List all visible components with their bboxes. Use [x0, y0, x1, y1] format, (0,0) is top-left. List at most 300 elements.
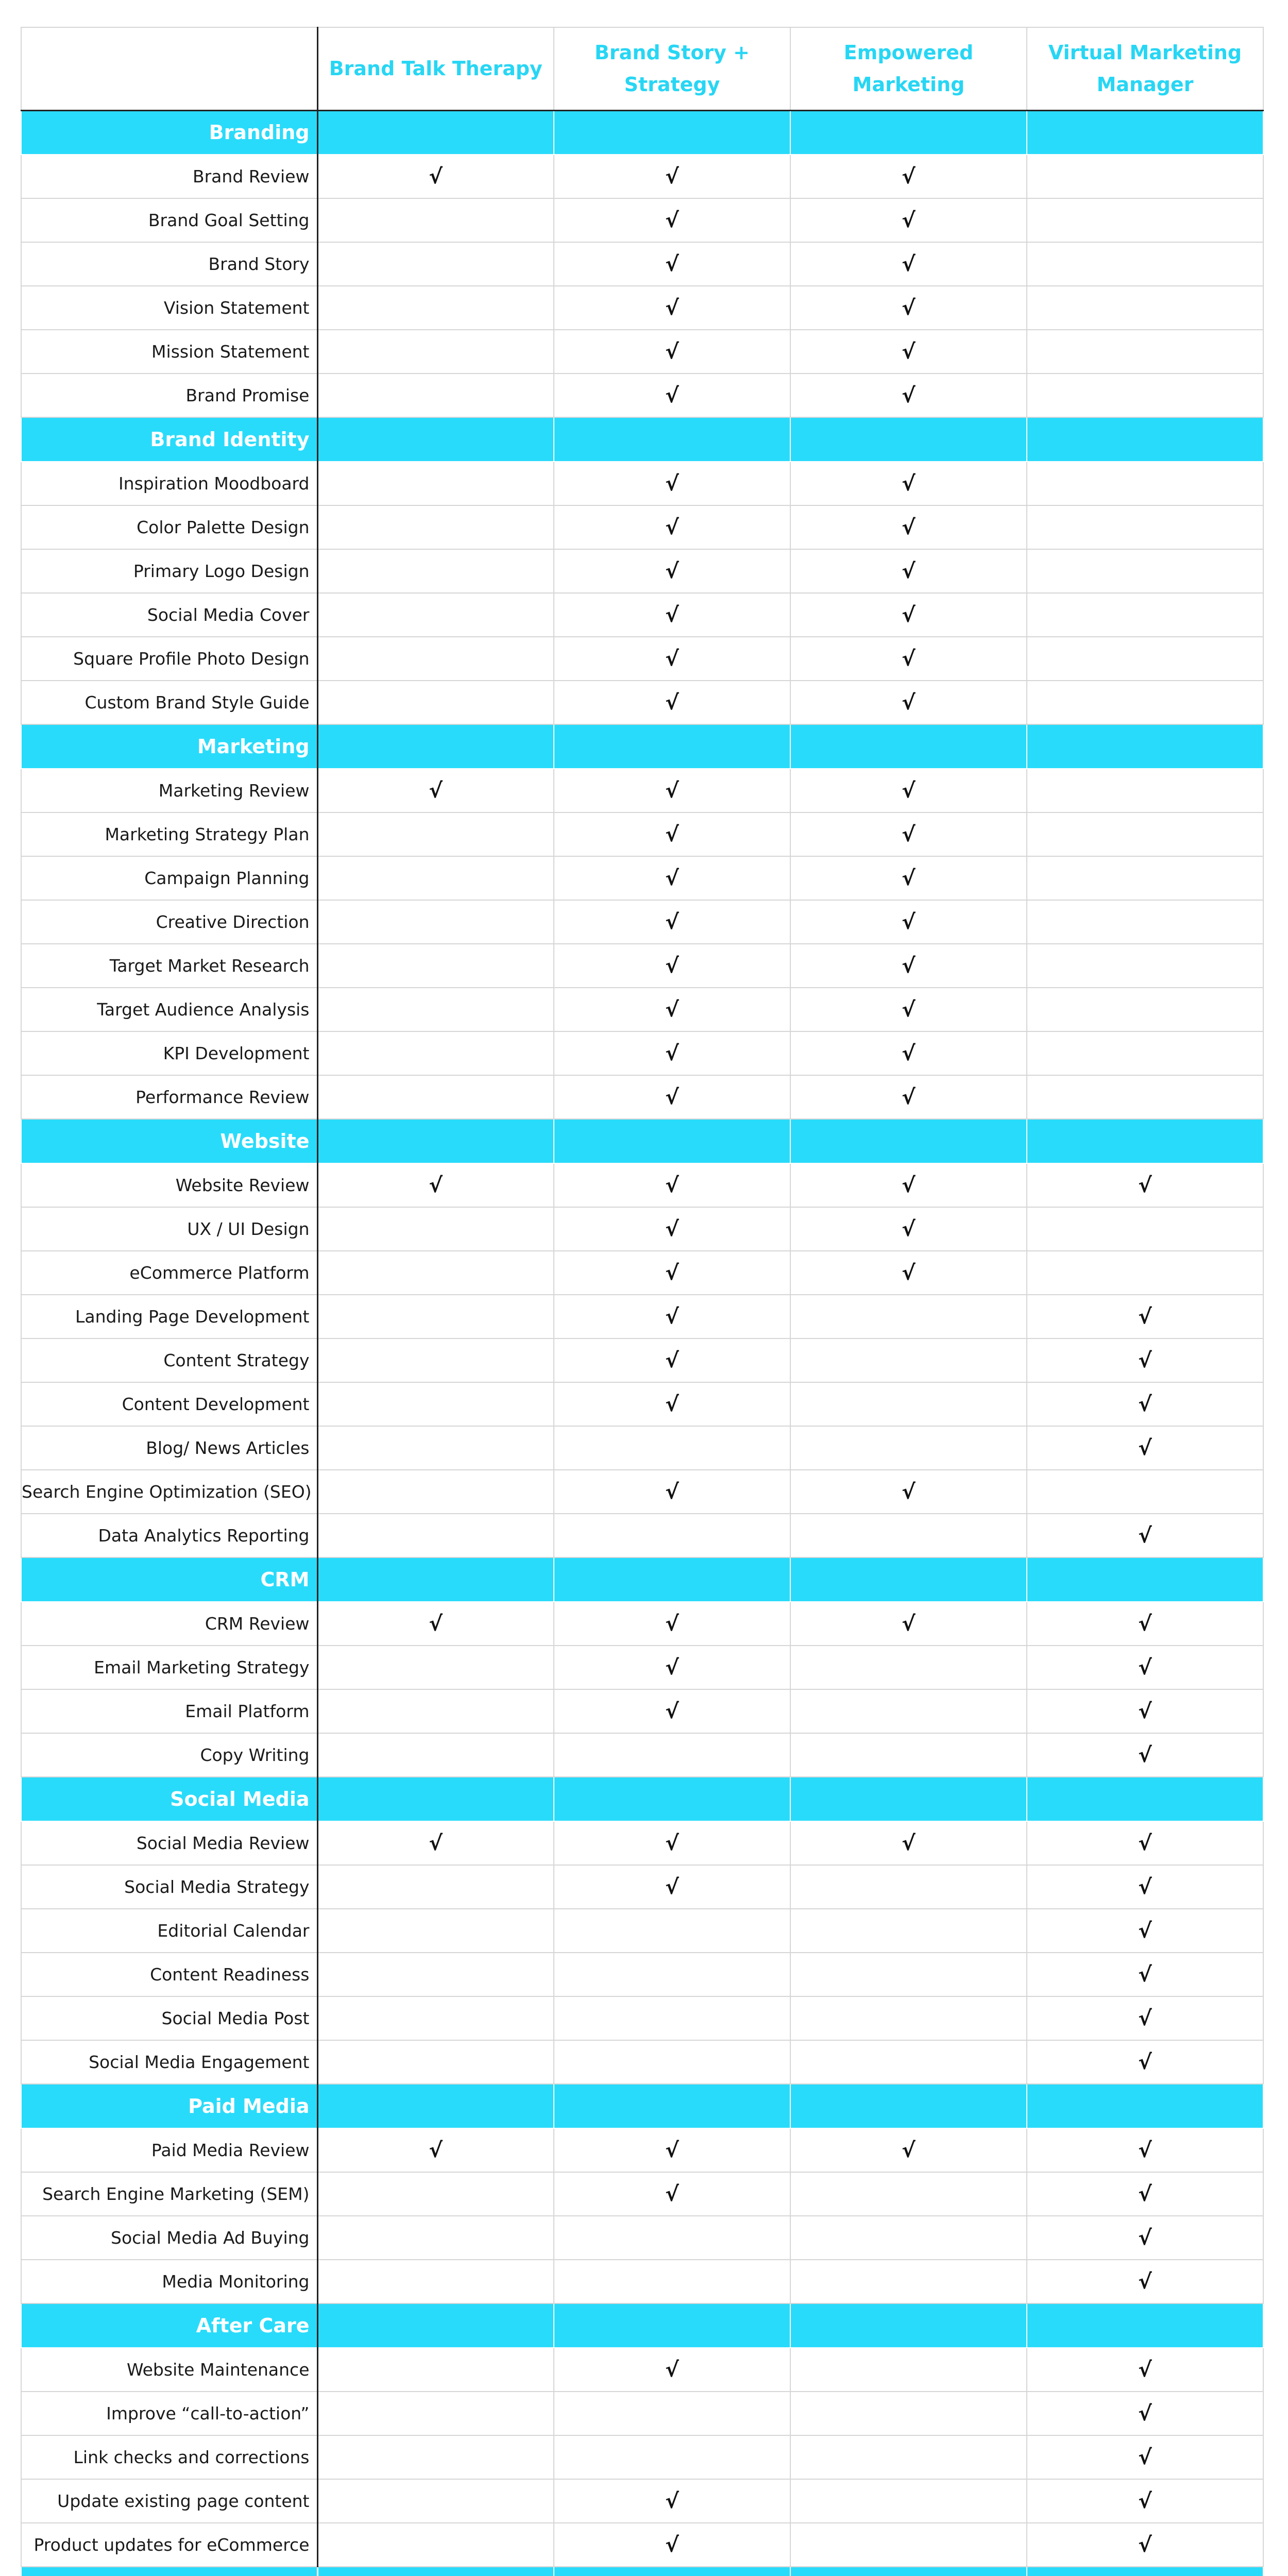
section-header-row — [21, 2084, 1263, 2128]
table-row — [21, 1821, 1263, 1865]
empty-cell — [790, 2172, 1027, 2216]
empty-cell — [317, 462, 554, 505]
check-icon: √ — [790, 2128, 1027, 2172]
table-row — [21, 286, 1263, 330]
check-icon: √ — [790, 944, 1027, 988]
table-row — [21, 549, 1263, 593]
empty-cell — [790, 1514, 1027, 1557]
check-icon: √ — [1027, 1996, 1263, 2040]
check-icon: √ — [317, 1821, 554, 1865]
check-icon: √ — [790, 593, 1027, 637]
empty-cell — [317, 2435, 554, 2479]
feature-label: Marketing Review — [21, 769, 317, 812]
section-title: Paid Media — [21, 2084, 317, 2128]
empty-cell — [1027, 856, 1263, 900]
check-icon: √ — [1027, 2216, 1263, 2260]
check-icon: √ — [554, 505, 790, 549]
check-icon: √ — [790, 155, 1027, 198]
empty-cell — [1027, 505, 1263, 549]
section-fill-cell — [317, 1557, 554, 1602]
feature-label: Website Review — [21, 1163, 317, 1207]
table-row — [21, 1251, 1263, 1295]
table-row — [21, 374, 1263, 417]
empty-cell — [317, 1295, 554, 1338]
table-row — [21, 1865, 1263, 1909]
check-icon: √ — [554, 1602, 790, 1646]
check-icon: √ — [554, 2479, 790, 2523]
empty-cell — [554, 1733, 790, 1777]
table-row — [21, 1295, 1263, 1338]
empty-cell — [1027, 769, 1263, 812]
empty-cell — [317, 637, 554, 681]
check-icon: √ — [317, 1602, 554, 1646]
check-icon: √ — [554, 637, 790, 681]
check-icon: √ — [554, 593, 790, 637]
starting-from-label — [21, 2567, 317, 2576]
check-icon: √ — [790, 637, 1027, 681]
empty-cell — [790, 1996, 1027, 2040]
check-icon: √ — [790, 1031, 1027, 1075]
feature-label: Product updates for eCommerce — [21, 2523, 317, 2567]
empty-cell — [317, 374, 554, 417]
empty-cell — [317, 2348, 554, 2392]
section-title: Social Media — [21, 1777, 317, 1821]
feature-label: CRM Review — [21, 1602, 317, 1646]
check-icon: √ — [554, 549, 790, 593]
check-icon: √ — [1027, 2260, 1263, 2303]
empty-cell — [790, 1733, 1027, 1777]
section-fill-cell — [790, 724, 1027, 769]
table-row — [21, 1470, 1263, 1514]
empty-cell — [317, 2392, 554, 2435]
check-icon: √ — [554, 330, 790, 374]
check-icon: √ — [317, 155, 554, 198]
section-fill-cell — [1027, 1119, 1263, 1163]
feature-label: Inspiration Moodboard — [21, 462, 317, 505]
section-title: CRM — [21, 1557, 317, 1602]
table-row — [21, 1338, 1263, 1382]
section-header-row — [21, 110, 1263, 155]
section-fill-cell — [554, 417, 790, 462]
check-icon: √ — [790, 856, 1027, 900]
empty-cell — [317, 856, 554, 900]
table-row — [21, 1207, 1263, 1251]
feature-label: Vision Statement — [21, 286, 317, 330]
feature-label: Creative Direction — [21, 900, 317, 944]
check-icon: √ — [554, 1075, 790, 1119]
section-fill-cell — [790, 1119, 1027, 1163]
empty-cell — [317, 1689, 554, 1733]
plan-price — [554, 2567, 790, 2576]
check-icon: √ — [790, 462, 1027, 505]
plan-header-brand-talk-therapy: Brand Talk Therapy — [317, 27, 554, 110]
empty-cell — [317, 681, 554, 724]
check-icon: √ — [790, 812, 1027, 856]
table-row — [21, 1602, 1263, 1646]
feature-label: Content Strategy — [21, 1338, 317, 1382]
table-row — [21, 1909, 1263, 1953]
empty-cell — [790, 1426, 1027, 1470]
check-icon: √ — [1027, 2348, 1263, 2392]
section-fill-cell — [1027, 2084, 1263, 2128]
empty-cell — [317, 1646, 554, 1689]
table-row — [21, 1733, 1263, 1777]
section-fill-cell — [554, 110, 790, 155]
feature-label: Target Market Research — [21, 944, 317, 988]
empty-cell — [790, 2392, 1027, 2435]
feature-label: Copy Writing — [21, 1733, 317, 1777]
table-row — [21, 2260, 1263, 2303]
check-icon: √ — [790, 769, 1027, 812]
pricing-comparison-table — [21, 27, 1264, 2576]
check-icon: √ — [554, 2523, 790, 2567]
section-fill-cell — [1027, 110, 1263, 155]
empty-cell — [317, 198, 554, 242]
empty-cell — [1027, 286, 1263, 330]
section-fill-cell — [554, 2084, 790, 2128]
section-header-row — [21, 1777, 1263, 1821]
check-icon: √ — [790, 330, 1027, 374]
section-fill-cell — [1027, 724, 1263, 769]
check-icon: √ — [790, 1075, 1027, 1119]
empty-cell — [1027, 1207, 1263, 1251]
empty-cell — [317, 812, 554, 856]
table-row — [21, 1953, 1263, 1996]
section-fill-cell — [790, 2084, 1027, 2128]
check-icon: √ — [554, 812, 790, 856]
check-icon: √ — [1027, 1821, 1263, 1865]
empty-cell — [790, 2435, 1027, 2479]
empty-cell — [790, 1338, 1027, 1382]
check-icon: √ — [1027, 1602, 1263, 1646]
empty-cell — [317, 242, 554, 286]
check-icon: √ — [1027, 2435, 1263, 2479]
plan-price — [317, 2567, 554, 2576]
feature-label: Mission Statement — [21, 330, 317, 374]
table-row — [21, 900, 1263, 944]
check-icon: √ — [1027, 2523, 1263, 2567]
feature-label: Target Audience Analysis — [21, 988, 317, 1031]
empty-cell — [1027, 198, 1263, 242]
empty-cell — [317, 1031, 554, 1075]
empty-cell — [790, 1953, 1027, 1996]
section-fill-cell — [790, 1557, 1027, 1602]
feature-label: Primary Logo Design — [21, 549, 317, 593]
empty-cell — [1027, 681, 1263, 724]
check-icon: √ — [1027, 1689, 1263, 1733]
header-corner-cell — [21, 27, 317, 110]
feature-label: Social Media Post — [21, 1996, 317, 2040]
feature-label: Campaign Planning — [21, 856, 317, 900]
empty-cell — [317, 1733, 554, 1777]
table-row — [21, 1514, 1263, 1557]
section-fill-cell — [554, 1119, 790, 1163]
empty-cell — [317, 1865, 554, 1909]
table-row — [21, 2216, 1263, 2260]
empty-cell — [317, 2479, 554, 2523]
check-icon: √ — [790, 1470, 1027, 1514]
feature-label: Social Media Review — [21, 1821, 317, 1865]
check-icon: √ — [554, 1689, 790, 1733]
feature-label: Editorial Calendar — [21, 1909, 317, 1953]
feature-label: UX / UI Design — [21, 1207, 317, 1251]
empty-cell — [1027, 462, 1263, 505]
empty-cell — [790, 1295, 1027, 1338]
feature-label: Square Profile Photo Design — [21, 637, 317, 681]
check-icon: √ — [1027, 2479, 1263, 2523]
section-fill-cell — [790, 110, 1027, 155]
table-row — [21, 1689, 1263, 1733]
section-title: Marketing — [21, 724, 317, 769]
empty-cell — [317, 1953, 554, 1996]
check-icon: √ — [790, 1207, 1027, 1251]
empty-cell — [790, 1865, 1027, 1909]
plan-header-empowered-marketing: Empowered Marketing — [790, 27, 1027, 110]
empty-cell — [317, 900, 554, 944]
check-icon: √ — [1027, 1646, 1263, 1689]
check-icon: √ — [554, 462, 790, 505]
table-row — [21, 1031, 1263, 1075]
empty-cell — [554, 2260, 790, 2303]
empty-cell — [790, 1382, 1027, 1426]
empty-cell — [317, 286, 554, 330]
check-icon: √ — [554, 944, 790, 988]
feature-label: Performance Review — [21, 1075, 317, 1119]
check-icon: √ — [1027, 1865, 1263, 1909]
check-icon: √ — [554, 2128, 790, 2172]
feature-label: Content Readiness — [21, 1953, 317, 1996]
check-icon: √ — [790, 1163, 1027, 1207]
empty-cell — [317, 1207, 554, 1251]
empty-cell — [317, 1251, 554, 1295]
feature-label: Email Platform — [21, 1689, 317, 1733]
check-icon: √ — [554, 1470, 790, 1514]
check-icon: √ — [1027, 1163, 1263, 1207]
table-row — [21, 2348, 1263, 2392]
table-row — [21, 2040, 1263, 2084]
empty-cell — [317, 1426, 554, 1470]
check-icon: √ — [790, 988, 1027, 1031]
table-row — [21, 1163, 1263, 1207]
check-icon: √ — [790, 198, 1027, 242]
check-icon: √ — [554, 2348, 790, 2392]
check-icon: √ — [790, 286, 1027, 330]
section-fill-cell — [554, 1777, 790, 1821]
check-icon: √ — [1027, 2040, 1263, 2084]
check-icon: √ — [790, 242, 1027, 286]
empty-cell — [317, 1996, 554, 2040]
check-icon: √ — [554, 1821, 790, 1865]
feature-label: KPI Development — [21, 1031, 317, 1075]
empty-cell — [1027, 1251, 1263, 1295]
check-icon: √ — [554, 1207, 790, 1251]
check-icon: √ — [790, 505, 1027, 549]
empty-cell — [317, 988, 554, 1031]
empty-cell — [1027, 593, 1263, 637]
feature-label: Brand Promise — [21, 374, 317, 417]
empty-cell — [554, 1953, 790, 1996]
check-icon: √ — [554, 198, 790, 242]
check-icon: √ — [554, 2172, 790, 2216]
table-row — [21, 988, 1263, 1031]
check-icon: √ — [554, 374, 790, 417]
table-row — [21, 505, 1263, 549]
check-icon: √ — [1027, 1426, 1263, 1470]
feature-label: Search Engine Marketing (SEM) — [21, 2172, 317, 2216]
table-row — [21, 155, 1263, 198]
section-title: Branding — [21, 110, 317, 155]
section-header-row — [21, 2303, 1263, 2348]
feature-label: Website Maintenance — [21, 2348, 317, 2392]
check-icon: √ — [554, 155, 790, 198]
empty-cell — [1027, 1031, 1263, 1075]
empty-cell — [317, 944, 554, 988]
table-row — [21, 1426, 1263, 1470]
table-body — [21, 27, 1263, 2576]
section-title: Brand Identity — [21, 417, 317, 462]
empty-cell — [1027, 1470, 1263, 1514]
feature-label: Social Media Engagement — [21, 2040, 317, 2084]
empty-cell — [1027, 155, 1263, 198]
empty-cell — [554, 2435, 790, 2479]
feature-label: Content Development — [21, 1382, 317, 1426]
section-title: After Care — [21, 2303, 317, 2348]
check-icon: √ — [1027, 1953, 1263, 1996]
empty-cell — [790, 1689, 1027, 1733]
empty-cell — [317, 2040, 554, 2084]
feature-label: Social Media Ad Buying — [21, 2216, 317, 2260]
plan-price — [790, 2567, 1027, 2576]
check-icon: √ — [790, 549, 1027, 593]
check-icon: √ — [317, 1163, 554, 1207]
table-row — [21, 1382, 1263, 1426]
table-row — [21, 2523, 1263, 2567]
section-header-row — [21, 1119, 1263, 1163]
check-icon: √ — [554, 988, 790, 1031]
feature-label: Brand Story — [21, 242, 317, 286]
table-row — [21, 2479, 1263, 2523]
empty-cell — [554, 1996, 790, 2040]
section-fill-cell — [1027, 417, 1263, 462]
section-fill-cell — [554, 2303, 790, 2348]
feature-label: eCommerce Platform — [21, 1251, 317, 1295]
feature-label: Marketing Strategy Plan — [21, 812, 317, 856]
check-icon: √ — [1027, 1338, 1263, 1382]
section-title: Website — [21, 1119, 317, 1163]
table-row — [21, 593, 1263, 637]
check-icon: √ — [1027, 1382, 1263, 1426]
section-fill-cell — [1027, 1557, 1263, 1602]
plan-header-brand-story-strategy: Brand Story + Strategy — [554, 27, 790, 110]
empty-cell — [790, 2523, 1027, 2567]
check-icon: √ — [790, 681, 1027, 724]
empty-cell — [1027, 944, 1263, 988]
plan-header-virtual-marketing-manager: Virtual Marketing Manager — [1027, 27, 1263, 110]
footer-row — [21, 2567, 1263, 2576]
empty-cell — [554, 1909, 790, 1953]
empty-cell — [790, 2479, 1027, 2523]
feature-label: Landing Page Development — [21, 1295, 317, 1338]
empty-cell — [554, 2392, 790, 2435]
check-icon: √ — [790, 1821, 1027, 1865]
check-icon: √ — [1027, 2172, 1263, 2216]
section-fill-cell — [317, 417, 554, 462]
section-fill-cell — [790, 2303, 1027, 2348]
empty-cell — [554, 1514, 790, 1557]
feature-label: Search Engine Optimization (SEO) — [21, 1470, 317, 1514]
section-header-row — [21, 1557, 1263, 1602]
check-icon: √ — [790, 1251, 1027, 1295]
empty-cell — [317, 1514, 554, 1557]
empty-cell — [1027, 374, 1263, 417]
table-row — [21, 462, 1263, 505]
check-icon: √ — [554, 681, 790, 724]
check-icon: √ — [554, 856, 790, 900]
check-icon: √ — [554, 1295, 790, 1338]
table-row — [21, 198, 1263, 242]
table-row — [21, 769, 1263, 812]
empty-cell — [1027, 242, 1263, 286]
table-row — [21, 1996, 1263, 2040]
feature-label: Social Media Cover — [21, 593, 317, 637]
section-fill-cell — [790, 417, 1027, 462]
feature-label: Data Analytics Reporting — [21, 1514, 317, 1557]
check-icon: √ — [1027, 1733, 1263, 1777]
empty-cell — [790, 2040, 1027, 2084]
check-icon: √ — [317, 769, 554, 812]
feature-label: Media Monitoring — [21, 2260, 317, 2303]
empty-cell — [554, 2216, 790, 2260]
empty-cell — [317, 2260, 554, 2303]
section-fill-cell — [554, 1557, 790, 1602]
feature-label: Improve “call-to-action” — [21, 2392, 317, 2435]
section-fill-cell — [317, 724, 554, 769]
feature-label: Brand Review — [21, 155, 317, 198]
plan-price — [1027, 2567, 1263, 2576]
check-icon: √ — [554, 286, 790, 330]
empty-cell — [1027, 1075, 1263, 1119]
table-row — [21, 1075, 1263, 1119]
check-icon: √ — [554, 1031, 790, 1075]
feature-label: Blog/ News Articles — [21, 1426, 317, 1470]
empty-cell — [317, 1338, 554, 1382]
check-icon: √ — [554, 1163, 790, 1207]
empty-cell — [317, 1909, 554, 1953]
table-row — [21, 2435, 1263, 2479]
check-icon: √ — [790, 1602, 1027, 1646]
check-icon: √ — [317, 2128, 554, 2172]
empty-cell — [1027, 330, 1263, 374]
empty-cell — [790, 1909, 1027, 1953]
feature-label: Custom Brand Style Guide — [21, 681, 317, 724]
empty-cell — [317, 1075, 554, 1119]
section-fill-cell — [1027, 2303, 1263, 2348]
section-header-row — [21, 417, 1263, 462]
feature-label: Update existing page content — [21, 2479, 317, 2523]
feature-label: Paid Media Review — [21, 2128, 317, 2172]
section-fill-cell — [317, 110, 554, 155]
table-row — [21, 681, 1263, 724]
section-fill-cell — [1027, 1777, 1263, 1821]
check-icon: √ — [554, 1646, 790, 1689]
table-row — [21, 2128, 1263, 2172]
empty-cell — [317, 1382, 554, 1426]
feature-label: Link checks and corrections — [21, 2435, 317, 2479]
empty-cell — [1027, 549, 1263, 593]
table-row — [21, 2392, 1263, 2435]
check-icon: √ — [554, 242, 790, 286]
table-row — [21, 944, 1263, 988]
